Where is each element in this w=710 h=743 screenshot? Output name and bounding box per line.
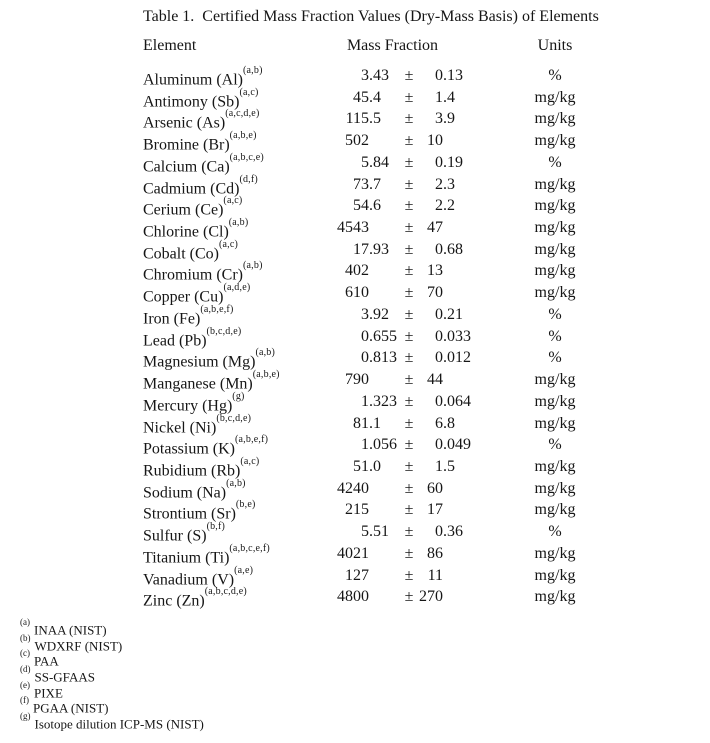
plus-minus-sign: ±	[404, 305, 414, 323]
table-row	[0, 65, 710, 87]
value-int: 5	[361, 153, 369, 171]
value-int: 127	[345, 566, 369, 584]
footnote-marker: (g)	[20, 711, 31, 722]
value-dec: .6	[369, 197, 381, 215]
footnotes	[20, 617, 204, 732]
footnote-marker: (d)	[20, 664, 31, 675]
units-cell: %	[548, 436, 562, 454]
uncertainty-int: 6	[435, 414, 443, 432]
plus-minus-sign: ±	[404, 110, 414, 128]
uncertainty-dec: .2	[443, 197, 455, 215]
element-superscript: (a,b,e)	[252, 369, 280, 381]
uncertainty-int: 0	[435, 305, 443, 323]
uncertainty-int: 2	[435, 175, 443, 193]
units-cell: %	[548, 349, 562, 367]
units-cell: %	[548, 153, 562, 171]
value-dec: .813	[369, 349, 397, 367]
element-superscript: (a,b,e,f)	[200, 303, 234, 315]
plus-minus-sign: ±	[404, 67, 414, 84]
element-superscript: (b,f)	[206, 521, 226, 533]
element-name: Bromine (Br)	[143, 136, 230, 154]
value-int: 4021	[337, 544, 369, 562]
element-name: Sodium (Na)	[143, 483, 227, 501]
element-superscript: (a,b,c,e,f)	[229, 542, 270, 554]
table-row	[0, 260, 710, 282]
plus-minus-sign: ±	[404, 523, 414, 541]
units-cell: mg/kg	[534, 501, 576, 519]
value-int: 0	[361, 349, 369, 367]
uncertainty-int: 2	[435, 197, 443, 215]
uncertainty-int: 1	[435, 88, 443, 106]
element-name: Cobalt (Co)	[143, 245, 219, 263]
element-name: Iron (Fe)	[143, 310, 201, 328]
table-row	[0, 478, 710, 500]
element-superscript: (a,c)	[240, 455, 260, 467]
value-int: 4800	[337, 588, 369, 606]
footnote-text: Isotope dilution ICP-MS (NIST)	[34, 716, 204, 732]
value-dec: .5	[369, 110, 381, 128]
footnote-text: INAA (NIST)	[34, 622, 107, 638]
footnote	[20, 679, 204, 701]
plus-minus-sign: ±	[404, 414, 414, 432]
footnote-text: SS-GFAAS	[34, 669, 95, 685]
element-name: Zinc (Zn)	[143, 592, 205, 610]
element-name: Calcium (Ca)	[143, 158, 230, 176]
plus-minus-sign: ±	[404, 392, 414, 410]
units-cell: mg/kg	[534, 544, 576, 562]
table-row	[0, 543, 710, 565]
uncertainty-int: 0	[435, 523, 443, 541]
plus-minus-sign: ±	[404, 327, 414, 345]
table-row	[0, 195, 710, 217]
table-row	[0, 282, 710, 304]
value-int: 54	[353, 197, 369, 215]
uncertainty-int: 0	[435, 436, 443, 454]
value-int: 402	[345, 262, 369, 280]
table-row	[0, 565, 710, 587]
value-dec: .92	[369, 305, 389, 323]
uncertainty-int: 0	[435, 153, 443, 171]
uncertainty-int: 86	[427, 544, 443, 562]
units-cell: mg/kg	[534, 479, 576, 497]
uncertainty-dec	[443, 586, 480, 612]
units-cell: mg/kg	[534, 284, 576, 302]
uncertainty-dec: .68	[443, 240, 463, 258]
table-row	[0, 369, 710, 391]
footnote	[20, 617, 204, 638]
uncertainty-int: 270	[419, 588, 443, 606]
element-name: Aluminum (Al)	[143, 71, 243, 89]
element-superscript: (a,b,c,d,e)	[204, 586, 247, 598]
element-name: Cerium (Ce)	[143, 201, 224, 219]
plus-minus-sign: ±	[404, 371, 414, 389]
uncertainty-dec: .4	[443, 88, 455, 106]
uncertainty-int: 0	[435, 67, 443, 84]
plus-minus-sign: ±	[404, 197, 414, 215]
uncertainty-dec: .049	[443, 436, 471, 454]
value-int: 81	[353, 414, 369, 432]
value-int: 610	[345, 284, 369, 302]
element-superscript: (a,e)	[234, 564, 254, 576]
uncertainty-dec: .19	[443, 153, 463, 171]
element-superscript: (a,b)	[243, 260, 263, 272]
table-row	[0, 499, 710, 521]
element-superscript: (a,b,c,e)	[229, 151, 264, 163]
value-int: 215	[345, 501, 369, 519]
plus-minus-sign: ±	[404, 457, 414, 475]
footnote	[20, 711, 204, 732]
uncertainty-int: 47	[427, 219, 443, 237]
footnote	[20, 632, 204, 654]
units-cell: %	[548, 305, 562, 323]
uncertainty-int: 3	[435, 110, 443, 128]
uncertainty-int: 17	[427, 501, 443, 519]
footnote-text: PGAA (NIST)	[33, 700, 109, 716]
element-name: Rubidium (Rb)	[143, 462, 241, 480]
units-cell: mg/kg	[534, 88, 576, 106]
element-name: Chlorine (Cl)	[143, 223, 229, 241]
units-cell: mg/kg	[534, 175, 576, 193]
uncertainty-int: 0	[435, 240, 443, 258]
table-row	[0, 413, 710, 435]
uncertainty-int: 70	[427, 284, 443, 302]
uncertainty-dec: .13	[443, 67, 463, 84]
element-superscript: (a,c)	[219, 238, 239, 250]
footnote-marker: (f)	[20, 695, 29, 706]
element-name: Nickel (Ni)	[143, 418, 217, 436]
plus-minus-sign: ±	[404, 544, 414, 562]
table-row	[0, 108, 710, 130]
element-name: Vanadium (V)	[143, 570, 235, 588]
units-cell: mg/kg	[534, 414, 576, 432]
units-cell: mg/kg	[534, 457, 576, 475]
uncertainty-int: 0	[435, 349, 443, 367]
value-dec: .4	[369, 88, 381, 106]
value-dec: .0	[369, 457, 381, 475]
uncertainty-dec: .8	[443, 414, 455, 432]
table-title: Table 1. Certified Mass Fraction Values (Dry-Mass Basis) of Elements	[143, 8, 599, 25]
value-dec: .51	[369, 523, 389, 541]
table-row	[0, 217, 710, 239]
element-name: Mercury (Hg)	[143, 397, 233, 415]
table-row	[0, 391, 710, 413]
uncertainty-dec: .3	[443, 175, 455, 193]
uncertainty-int: 0	[435, 392, 443, 410]
units-cell: %	[548, 327, 562, 345]
uncertainty-dec: .5	[443, 457, 455, 475]
units-cell: mg/kg	[534, 132, 576, 150]
element-cell	[143, 586, 305, 612]
plus-minus-sign: ±	[404, 588, 414, 606]
element-superscript: (b,e)	[235, 499, 256, 511]
table-row	[0, 304, 710, 326]
units-cell: mg/kg	[534, 240, 576, 258]
plus-minus-sign: ±	[404, 436, 414, 454]
footnote-marker: (e)	[20, 679, 30, 690]
value-int: 4543	[337, 219, 369, 237]
element-superscript: (a,b)	[228, 217, 249, 229]
uncertainty-int: 1	[435, 457, 443, 475]
element-name: Chromium (Cr)	[143, 266, 243, 284]
value-dec	[369, 586, 403, 612]
header-units: Units	[537, 37, 573, 54]
value-dec: .84	[369, 153, 389, 171]
element-name: Potassium (K)	[143, 440, 235, 458]
element-superscript: (g)	[232, 390, 245, 402]
plus-minus-sign: ±	[404, 240, 414, 258]
table-row	[0, 586, 710, 608]
value-int: 45	[353, 88, 369, 106]
plus-minus-sign: ±	[404, 501, 414, 519]
uncertainty-int: 13	[427, 262, 443, 280]
element-superscript: (a,b)	[226, 477, 246, 489]
units-cell: mg/kg	[534, 392, 576, 410]
plus-minus-sign: ±	[404, 479, 414, 497]
table-row	[0, 87, 710, 109]
value-dec: .323	[369, 392, 397, 410]
uncertainty-int: 60	[427, 479, 443, 497]
uncertainty-dec: .064	[443, 392, 471, 410]
footnote	[20, 664, 204, 685]
value-dec: .655	[369, 327, 397, 345]
units-cell: mg/kg	[534, 110, 576, 128]
header-element: Element	[143, 37, 197, 54]
table-row	[0, 434, 710, 456]
footnote-text: WDXRF (NIST)	[34, 638, 123, 654]
uncertainty-dec: .9	[443, 110, 455, 128]
element-name: Copper (Cu)	[143, 288, 224, 306]
element-name: Antimony (Sb)	[143, 93, 240, 111]
table-row	[0, 239, 710, 261]
value-dec: .056	[369, 436, 397, 454]
table-row	[0, 130, 710, 152]
units-cell: mg/kg	[534, 219, 576, 237]
value-int: 51	[353, 457, 369, 475]
value-int: 115	[345, 110, 369, 128]
element-name: Sulfur (S)	[143, 527, 207, 545]
plus-minus-sign: ±	[404, 566, 414, 584]
units-cell: mg/kg	[534, 197, 576, 215]
units-cell: mg/kg	[534, 566, 576, 584]
header-mass-fraction: Mass Fraction	[346, 37, 439, 54]
units-cell: mg/kg	[534, 371, 576, 389]
plus-minus-sign: ±	[404, 219, 414, 237]
units-cell: mg/kg	[534, 588, 576, 606]
value-int: 502	[345, 132, 369, 150]
uncertainty-int: 10	[427, 132, 443, 150]
element-name: Lead (Pb)	[143, 331, 207, 349]
footnote-text: PIXE	[34, 685, 63, 701]
element-name: Manganese (Mn)	[143, 375, 253, 393]
element-superscript: (a,c,d,e)	[225, 108, 260, 120]
table-row	[0, 347, 710, 369]
value-int: 17	[353, 240, 369, 258]
value-dec: .43	[369, 67, 389, 84]
uncertainty-dec: .36	[443, 523, 463, 541]
element-name: Magnesium (Mg)	[143, 353, 256, 371]
plus-minus-sign: ±	[404, 153, 414, 171]
value-int: 73	[353, 175, 369, 193]
footnote-marker: (b)	[20, 632, 31, 643]
table-row	[0, 326, 710, 348]
element-name: Titanium (Ti)	[143, 549, 230, 567]
footnote-text: PAA	[34, 653, 59, 669]
value-int: 5	[361, 523, 369, 541]
uncertainty-int: 11	[427, 566, 443, 584]
units-cell: %	[548, 67, 562, 84]
value-dec: .93	[369, 240, 389, 258]
value-int: 0	[361, 327, 369, 345]
units-cell: mg/kg	[534, 262, 576, 280]
value-int: 3	[361, 67, 369, 84]
plus-minus-sign: ±	[404, 132, 414, 150]
value-int: 790	[345, 371, 369, 389]
value-int: 3	[361, 305, 369, 323]
table-row	[0, 174, 710, 196]
element-name: Strontium (Sr)	[143, 505, 236, 523]
element-name: Arsenic (As)	[143, 114, 226, 132]
element-superscript: (a,b,e,f)	[235, 434, 269, 446]
uncertainty-dec: .21	[443, 305, 463, 323]
footnote-marker: (c)	[20, 648, 30, 659]
value-dec: .1	[369, 414, 381, 432]
plus-minus-sign: ±	[404, 349, 414, 367]
element-superscript: (a,c)	[239, 86, 259, 98]
table-row	[0, 456, 710, 478]
table-row	[0, 152, 710, 174]
uncertainty-dec: .033	[443, 327, 471, 345]
plus-minus-sign: ±	[404, 262, 414, 280]
footnote-marker: (a)	[20, 617, 30, 627]
element-superscript: (a,b)	[255, 347, 276, 359]
element-superscript: (b,c,d,e)	[216, 412, 252, 424]
footnote	[20, 695, 204, 716]
uncertainty-int: 0	[435, 327, 443, 345]
plus-minus-sign: ±	[404, 175, 414, 193]
units-cell: %	[548, 523, 562, 541]
element-superscript: (d,f)	[239, 173, 258, 185]
value-int: 1	[361, 436, 369, 454]
table-row	[0, 521, 710, 543]
table-rows	[0, 65, 710, 608]
value-dec: .7	[369, 175, 381, 193]
plus-minus-sign: ±	[404, 284, 414, 302]
element-superscript: (b,c,d,e)	[206, 325, 242, 337]
value-int: 1	[361, 392, 369, 410]
element-superscript: (a,b,e)	[229, 130, 257, 142]
element-name: Cadmium (Cd)	[143, 179, 240, 197]
element-superscript: (a,d,e)	[223, 282, 251, 294]
uncertainty-dec: .012	[443, 349, 471, 367]
uncertainty-int: 44	[427, 371, 443, 389]
value-int: 4240	[337, 479, 369, 497]
plus-minus-sign: ±	[404, 88, 414, 106]
element-superscript: (a,b)	[243, 65, 263, 76]
element-superscript: (a,c)	[223, 195, 243, 207]
